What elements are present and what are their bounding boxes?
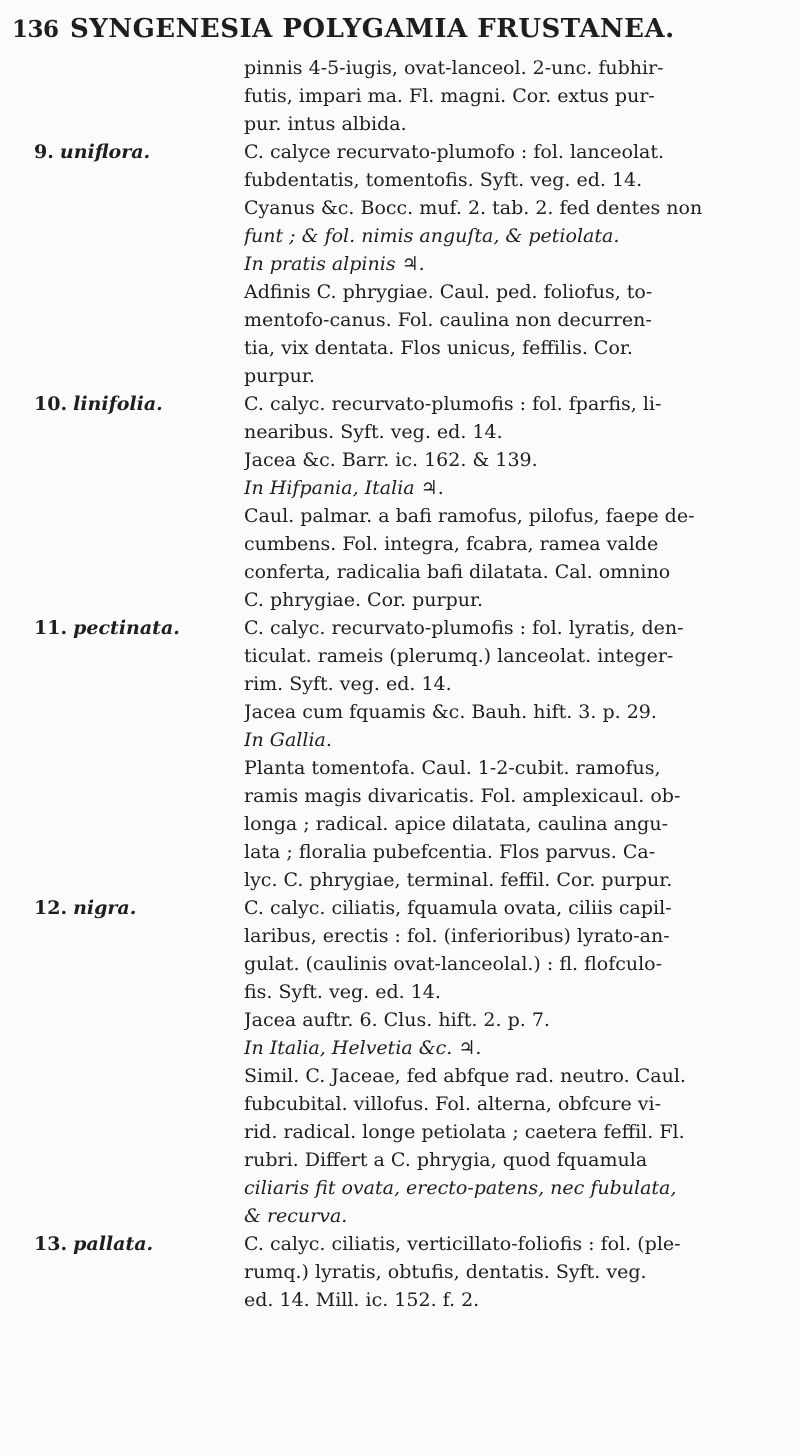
text-line: purpur. bbox=[244, 365, 315, 387]
text-line: longa ; radical. apice dilatata, caulina angu- bbox=[244, 813, 668, 835]
species-number: 11. bbox=[34, 617, 68, 639]
text-line: fis. Syft. veg. ed. 14. bbox=[244, 981, 441, 1003]
species-label-linifolia bbox=[34, 390, 239, 420]
text-line: cumbens. Fol. integra, fcabra, ramea valde bbox=[244, 533, 659, 555]
text-line: pur. intus albida. bbox=[244, 113, 407, 135]
text-line: tia, vix dentata. Flos unicus, feffilis. Cor. bbox=[244, 337, 633, 359]
text-line: laribus, erectis : fol. (inferioribus) lyrato-an- bbox=[244, 925, 670, 947]
species-label-uniflora bbox=[34, 138, 239, 168]
text-line: Caul. palmar. a bafi ramofus, pilofus, faepe de- bbox=[244, 505, 695, 527]
text-line: C. calyc. recurvato-plumofis : fol. lyratis, den- bbox=[244, 617, 684, 639]
text-line: conferta, radicalia bafi dilatata. Cal. omnino bbox=[244, 561, 671, 583]
text-line: C. calyc. recurvato-plumofis : fol. fparfis, li- bbox=[244, 393, 662, 415]
text-line: rid. radical. longe petiolata ; caetera feffil. Fl. bbox=[244, 1121, 685, 1143]
text-line: & recurva. bbox=[244, 1205, 348, 1227]
text-line: futis, impari ma. Fl. magni. Cor. extus pur- bbox=[244, 85, 655, 107]
text-line: pinnis 4-5-iugis, ovat-lanceol. 2-unc. fubhir- bbox=[244, 57, 664, 79]
habitat-line: In Hifpania, Italia ♃. bbox=[244, 477, 444, 499]
text-line: C. calyc. ciliatis, verticillato-foliofis : fol. (ple- bbox=[244, 1233, 681, 1255]
species-name: pectinata. bbox=[73, 617, 180, 639]
habitat-line: In Gallia. bbox=[244, 729, 332, 751]
page-header bbox=[12, 8, 788, 54]
species-number: 9. bbox=[34, 141, 54, 163]
text-line: Planta tomentofa. Caul. 1-2-cubit. ramofus, bbox=[244, 757, 661, 779]
species-number: 10. bbox=[34, 393, 68, 415]
text-line: rubri. Differt a C. phrygia, quod fquamula bbox=[244, 1149, 648, 1171]
running-head: SYNGENESIA POLYGAMIA FRUSTANEA. bbox=[70, 14, 675, 44]
species-name: linifolia. bbox=[73, 393, 163, 415]
text-line: gulat. (caulinis ovat-lanceolal.) : fl. flofculo- bbox=[244, 953, 663, 975]
text-line: lyc. C. phrygiae, terminal. feffil. Cor. purpur. bbox=[244, 869, 673, 891]
text-line: Jacea &c. Barr. ic. 162. & 139. bbox=[244, 449, 538, 471]
text-line: Cyanus &c. Bocc. muf. 2. tab. 2. fed dentes non bbox=[244, 197, 703, 219]
text-line: C. calyc. ciliatis, fquamula ovata, ciliis capil- bbox=[244, 897, 672, 919]
species-name: nigra. bbox=[73, 897, 137, 919]
text-line: Adfinis C. phrygiae. Caul. ped. foliofus, to- bbox=[244, 281, 653, 303]
text-line: Jacea auftr. 6. Clus. hift. 2. p. 7. bbox=[244, 1009, 550, 1031]
text-line: ed. 14. Mill. ic. 152. f. 2. bbox=[244, 1289, 480, 1311]
species-label-pallata bbox=[34, 1230, 239, 1260]
text-line: rim. Syft. veg. ed. 14. bbox=[244, 673, 452, 695]
text-line: ticulat. rameis (plerumq.) lanceolat. integer- bbox=[244, 645, 674, 667]
text-line: C. calyce recurvato-plumofo : fol. lanceolat. bbox=[244, 141, 665, 163]
habitat-line: In Italia, Helvetia &c. ♃. bbox=[244, 1037, 482, 1059]
text-line: rumq.) lyratis, obtufis, dentatis. Syft. veg. bbox=[244, 1261, 647, 1283]
species-label-pectinata bbox=[34, 614, 239, 644]
text-line: ramis magis divaricatis. Fol. amplexicaul. ob- bbox=[244, 785, 681, 807]
habitat-line: In pratis alpinis ♃. bbox=[244, 253, 425, 275]
species-number: 13. bbox=[34, 1233, 68, 1255]
text-line: Jacea cum fquamis &c. Bauh. hift. 3. p. 29. bbox=[244, 701, 657, 723]
species-name: pallata. bbox=[73, 1233, 154, 1255]
species-label-nigra bbox=[34, 894, 239, 924]
text-line: lata ; floralia pubefcentia. Flos parvus. Ca- bbox=[244, 841, 656, 863]
text-line: funt ; & fol. nimis anguſta, & petiolata. bbox=[244, 225, 620, 247]
page-number: 136 bbox=[12, 16, 59, 43]
species-number: 12. bbox=[34, 897, 68, 919]
text-line: Simil. C. Jaceae, fed abfque rad. neutro. Caul. bbox=[244, 1065, 686, 1087]
text-line: C. phrygiae. Cor. purpur. bbox=[244, 589, 484, 611]
text-line: fubdentatis, tomentofis. Syft. veg. ed. 14. bbox=[244, 169, 643, 191]
species-name: uniflora. bbox=[59, 141, 151, 163]
text-line: ciliaris fit ovata, erecto-patens, nec fubulata, bbox=[244, 1177, 677, 1199]
text-line: fubcubital. villofus. Fol. alterna, obfcure vi- bbox=[244, 1093, 662, 1115]
text-line: nearibus. Syft. veg. ed. 14. bbox=[244, 421, 503, 443]
page-body bbox=[0, 54, 800, 1452]
text-line: mentofo-canus. Fol. caulina non decurren- bbox=[244, 309, 652, 331]
